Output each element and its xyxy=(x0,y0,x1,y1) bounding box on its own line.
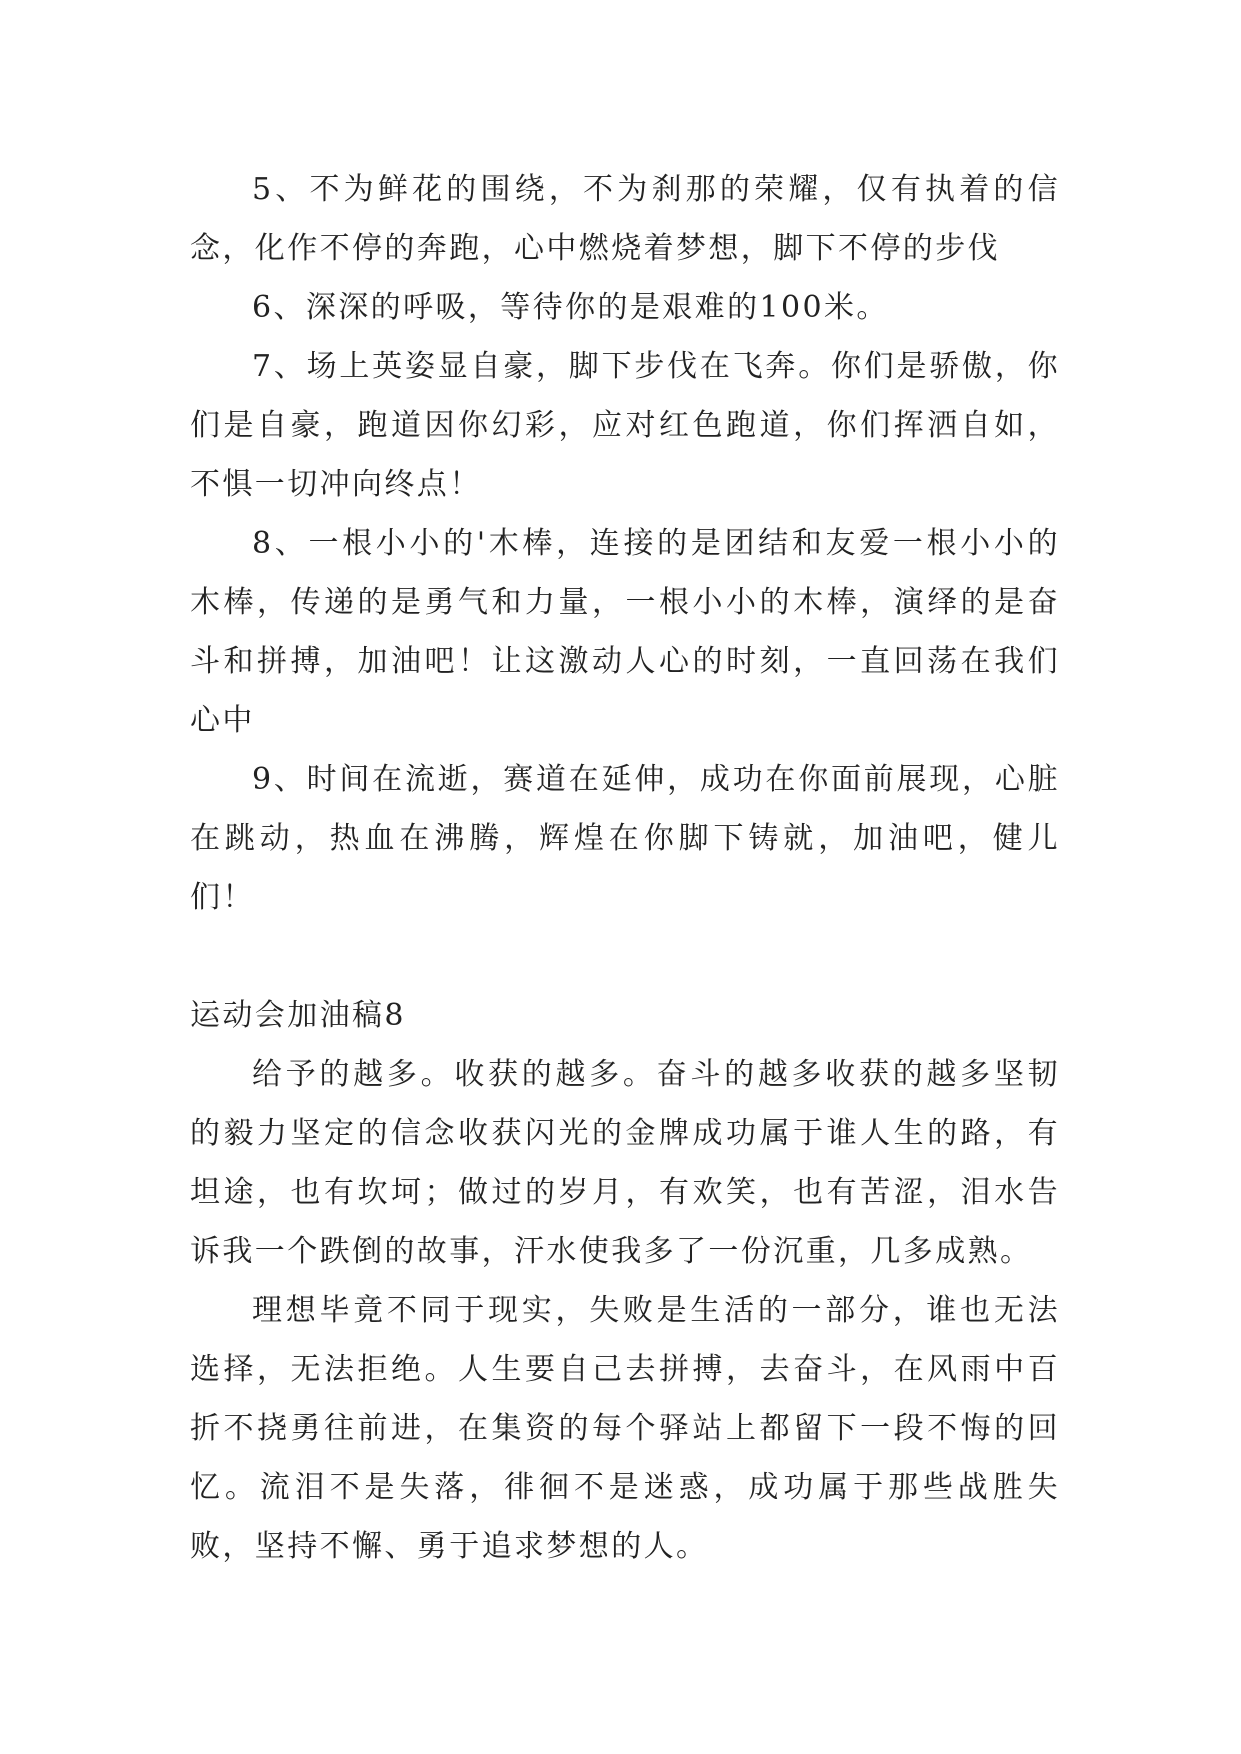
paragraph-slogan-7: 7、场上英姿显自豪，脚下步伐在飞奔。你们是骄傲，你们是自豪，跑道因你幻彩，应对红色跑道，你们挥洒自如，不惧一切冲向终点！ xyxy=(190,349,1060,502)
paragraph-slogan-5: 5、不为鲜花的围绕，不为刹那的荣耀，仅有执着的信念，化作不停的奔跑，心中燃烧着梦想，脚下不停的步伐 xyxy=(190,172,1060,266)
paragraph-slogan-6: 6、深深的呼吸，等待你的是艰难的100米。 xyxy=(252,290,889,325)
paragraph-slogan-9: 9、时间在流逝，赛道在延伸，成功在你面前展现，心脏在跳动，热血在沸腾，辉煌在你脚下铸就，加油吧，健儿们！ xyxy=(190,762,1060,915)
paragraph-slogan-8: 8、一根小小的'木棒，连接的是团结和友爱一根小小的木棒，传递的是勇气和力量，一根小小的木棒，演绎的是奋斗和拼搏，加油吧！让这激动人心的时刻，一直回荡在我们心中 xyxy=(190,526,1060,738)
document-body xyxy=(190,160,1060,1576)
section-heading: 运动会加油稿8 xyxy=(190,998,406,1033)
paragraph-body-1: 给予的越多。收获的越多。奋斗的越多收获的越多坚韧的毅力坚定的信念收获闪光的金牌成功属于谁人生的路，有坦途，也有坎坷；做过的岁月，有欢笑，也有苦涩，泪水告诉我一个跌倒的故事，汗水使我多了一份沉重，几多成熟。 xyxy=(190,1057,1060,1269)
paragraph-body-2: 理想毕竟不同于现实，失败是生活的一部分，谁也无法选择，无法拒绝。人生要自己去拼搏，去奋斗，在风雨中百折不挠勇往前进，在集资的每个驿站上都留下一段不悔的回忆。流泪不是失落，徘徊不是迷惑，成功属于那些战胜失败，坚持不懈、勇于追求梦想的人。 xyxy=(190,1293,1060,1564)
